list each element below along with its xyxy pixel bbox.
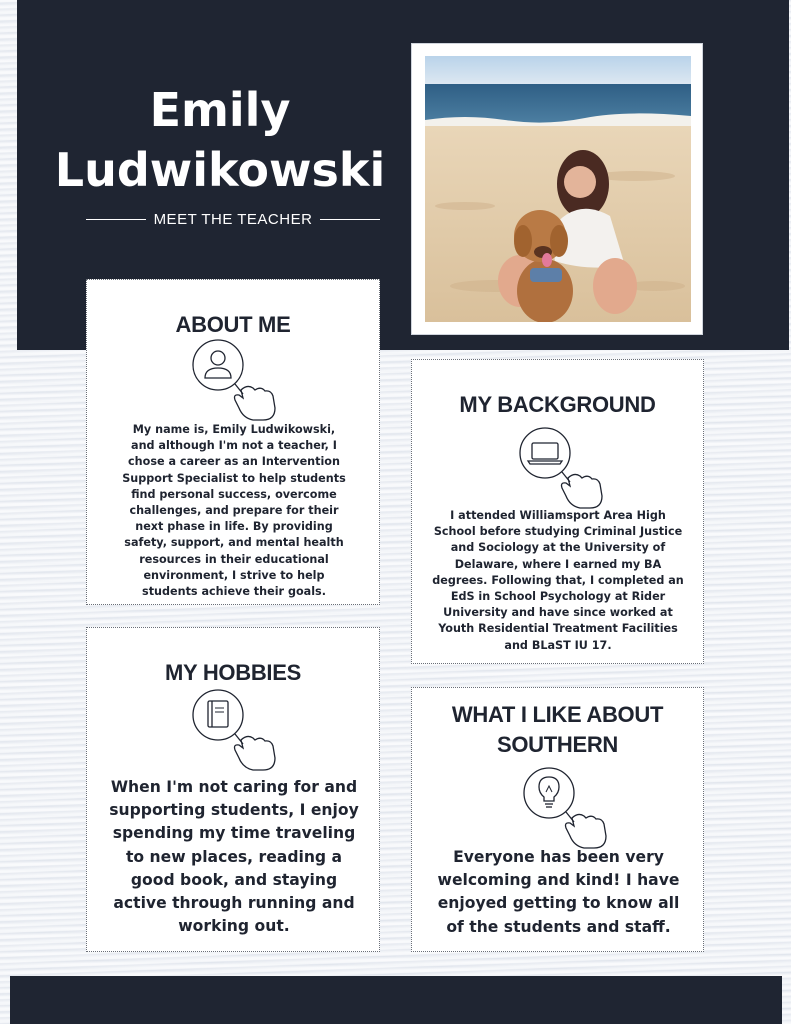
lightbulb-search-icon	[522, 766, 610, 854]
southern-title-line1: WHAT I LIKE ABOUT	[451, 702, 664, 727]
my-hobbies-text: When I'm not caring for and supporting students, I enjoy spending my time traveling to new places, reading a good book, and staying active through running and working out.	[109, 778, 359, 936]
photo-frame	[411, 43, 703, 335]
my-background-card	[411, 359, 704, 664]
teacher-name	[40, 80, 400, 200]
my-hobbies-card	[86, 627, 380, 952]
laptop-search-icon	[518, 426, 606, 514]
subtitle	[86, 211, 380, 228]
southern-title-line2: SOUTHERN	[496, 732, 619, 757]
my-background-text: I attended Williamsport Area High School before studying Criminal Justice and Sociology at the University of Delaware, where I earned my BA degrees. Following that, I completed an EdS in School Psychology at Rider University and have since worked at Youth Residential Treatment Facilities and BLaST IU 17.	[432, 509, 684, 652]
my-hobbies-title: MY HOBBIES	[165, 660, 301, 685]
name-first: Emily	[149, 83, 291, 137]
book-search-icon	[191, 688, 279, 776]
my-background-title: MY BACKGROUND	[459, 392, 656, 417]
about-me-card	[86, 279, 380, 605]
southern-text: Everyone has been very welcoming and kind! I have enjoyed getting to know all of the students and staff.	[437, 848, 680, 936]
footer-band	[10, 976, 782, 1024]
name-last: Ludwikowski	[54, 143, 386, 197]
southern-title	[412, 700, 703, 760]
beach-photo-illustration	[425, 56, 691, 322]
subtitle-rule-left	[86, 219, 146, 220]
subtitle-text: MEET THE TEACHER	[153, 211, 313, 228]
southern-card	[411, 687, 704, 952]
subtitle-rule-right	[320, 219, 380, 220]
teacher-photo	[425, 56, 691, 322]
about-me-text: My name is, Emily Ludwikowski, and although I'm not a teacher, I chose a career as an Intervention Support Specialist to help students find personal success, overcome challenges, and prepare for their next phase in life. By providing safety, support, and mental health resources in their educational environment, I strive to help students achieve their goals.	[122, 423, 346, 599]
about-me-title: ABOUT ME	[175, 312, 291, 337]
person-search-icon	[191, 338, 279, 426]
